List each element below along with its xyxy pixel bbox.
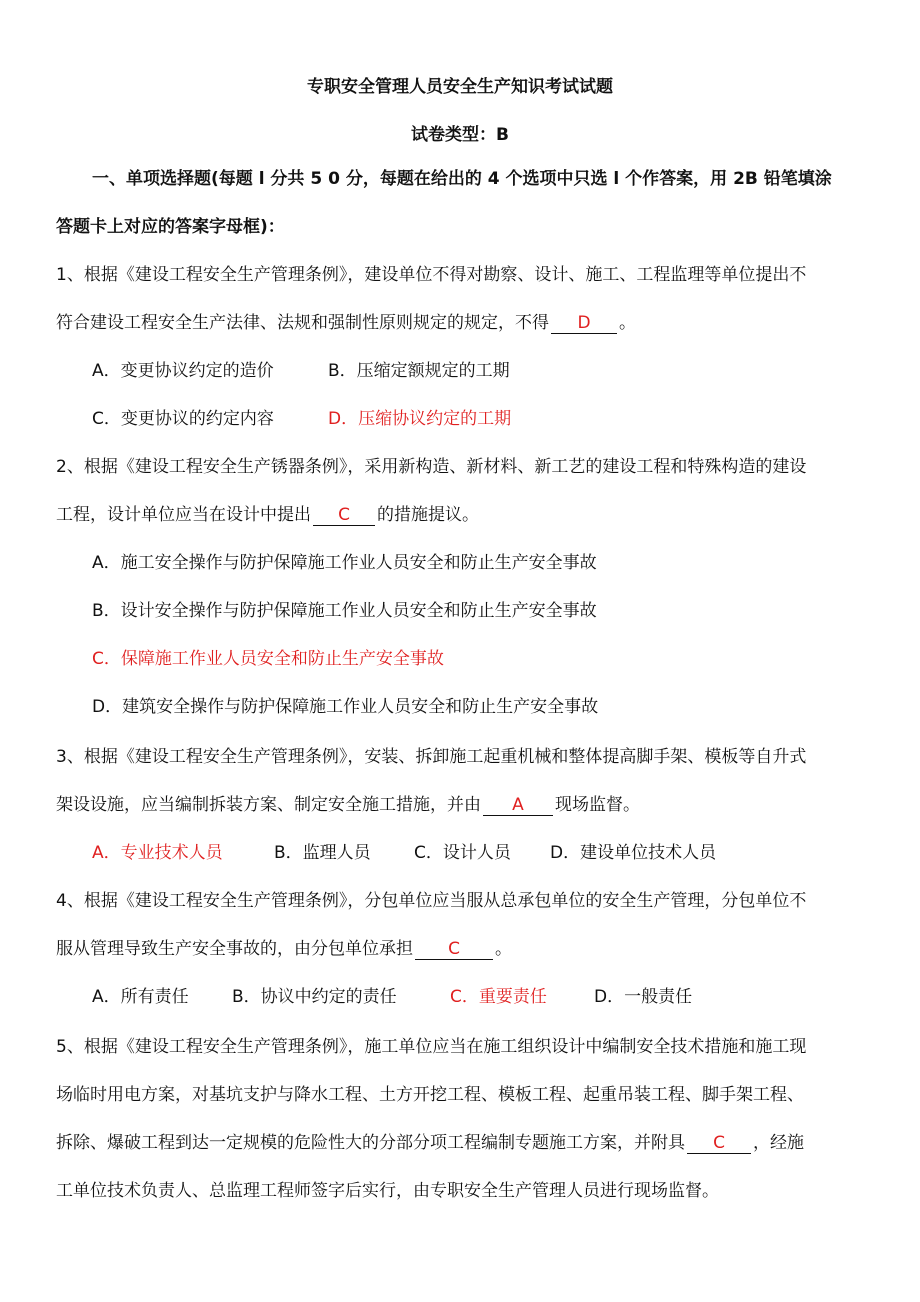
question-1-stem-end: 。 [619, 313, 636, 333]
question-3-stem-text: 架设设施，应当编制拆装方案、制定安全施工措施，并由 [56, 795, 481, 815]
question-3-option-a-correct: A．专业技术人员 [92, 843, 223, 863]
section-heading-line1: 一、单项选择题(每题 l 分共 5 0 分，每题在给出的 4 个选项中只选 l 个作答案，用 2B 铅笔填涂 [92, 169, 832, 189]
question-2-option-a: A．施工安全操作与防护保障施工作业人员安全和防止生产安全事故 [92, 553, 597, 573]
question-5-stem-line4: 工单位技术负责人、总监理工程师签字后实行，由专职安全生产管理人员进行现场监督。 [56, 1181, 719, 1201]
section-heading-line2: 答题卡上对应的答案字母框)： [56, 217, 285, 237]
question-4-stem-end: 。 [495, 939, 512, 959]
question-3-stem-end: 现场监督。 [555, 795, 640, 815]
question-1-option-c: C．变更协议的约定内容 [92, 409, 274, 429]
question-2-stem-end: 的措施提议。 [377, 505, 479, 525]
question-3-option-c: C．设计人员 [414, 843, 511, 863]
question-5-stem-line3 [56, 1132, 876, 1154]
question-3-option-d: D．建设单位技术人员 [550, 843, 717, 863]
question-1-options-row1 [92, 360, 912, 382]
question-5-stem-line2: 场临时用电方案，对基坑支护与降水工程、土方开挖工程、模板工程、起重吊装工程、脚手架工程、 [56, 1085, 804, 1105]
paper-type: 试卷类型：B [411, 125, 509, 145]
question-4-option-d: D．一般责任 [594, 987, 693, 1007]
question-4-stem-text: 服从管理导致生产安全事故的，由分包单位承担 [56, 939, 413, 959]
question-4-option-b: B．协议中约定的责任 [232, 987, 397, 1007]
question-3-option-b: B．监理人员 [274, 843, 371, 863]
question-1-stem-line2 [56, 312, 876, 334]
question-3-options-row [92, 842, 912, 864]
question-1-option-a: A．变更协议约定的造价 [92, 361, 274, 381]
question-1-stem-line1: 1、根据《建设工程安全生产管理条例》，建设单位不得对勘察、设计、施工、工程监理等单位提出不 [56, 265, 807, 285]
question-5-answer-blank: C [687, 1133, 751, 1154]
question-2-stem-text: 工程，设计单位应当在设计中提出 [56, 505, 311, 525]
question-4-stem-line1: 4、根据《建设工程安全生产管理条例》，分包单位应当服从总承包单位的安全生产管理，分包单位不 [56, 891, 807, 911]
question-5-stem-text: 拆除、爆破工程到达一定规模的危险性大的分部分项工程编制专题施工方案，并附具 [56, 1133, 685, 1153]
question-1-stem-text: 符合建设工程安全生产法律、法规和强制性原则规定的规定，不得 [56, 313, 549, 333]
question-1-answer-blank: D [551, 313, 617, 334]
question-2-answer-blank: C [313, 505, 375, 526]
question-4-option-a: A．所有责任 [92, 987, 189, 1007]
question-5-stem-end: ，经施 [753, 1133, 804, 1153]
question-4-options-row [92, 986, 912, 1008]
question-4-stem-line2 [56, 938, 876, 960]
question-3-stem-line2 [56, 794, 876, 816]
question-2-option-c-correct: C．保障施工作业人员安全和防止生产安全事故 [92, 649, 444, 669]
question-3-answer-blank: A [483, 795, 553, 816]
question-2-stem-line1: 2、根据《建设工程安全生产锈器条例》，采用新构造、新材料、新工艺的建设工程和特殊构造的建设 [56, 457, 807, 477]
question-3-stem-line1: 3、根据《建设工程安全生产管理条例》，安装、拆卸施工起重机械和整体提高脚手架、模板等自升式 [56, 747, 807, 767]
question-2-stem-line2 [56, 504, 876, 526]
exam-title: 专职安全管理人员安全生产知识考试试题 [307, 77, 613, 97]
question-2-option-b: B．设计安全操作与防护保障施工作业人员安全和防止生产安全事故 [92, 601, 597, 621]
question-1-option-d-correct: D．压缩协议约定的工期 [328, 409, 512, 429]
question-4-option-c-correct: C．重要责任 [450, 987, 547, 1007]
question-1-option-b: B．压缩定额规定的工期 [328, 361, 510, 381]
question-2-option-d: D．建筑安全操作与防护保障施工作业人员安全和防止生产安全事故 [92, 697, 599, 717]
question-4-answer-blank: C [415, 939, 493, 960]
question-5-stem-line1: 5、根据《建设工程安全生产管理条例》，施工单位应当在施工组织设计中编制安全技术措施和施工现 [56, 1037, 807, 1057]
question-1-options-row2 [92, 408, 912, 430]
